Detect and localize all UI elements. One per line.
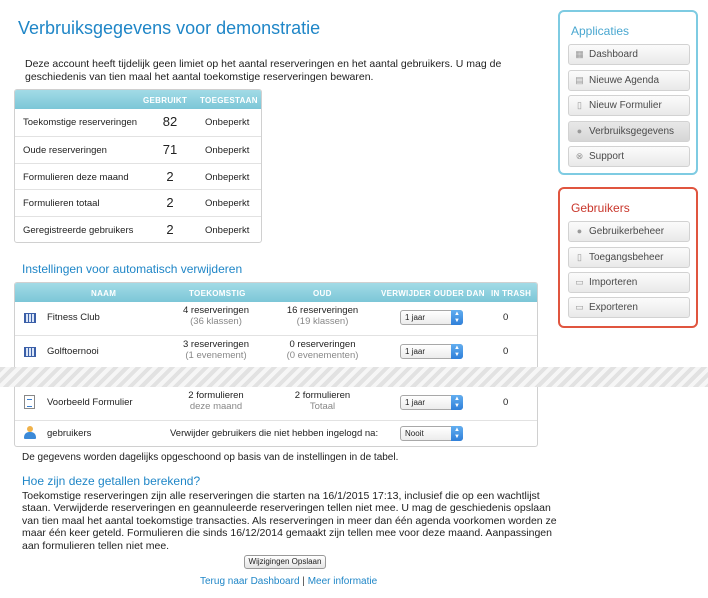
calendar-icon: [24, 313, 36, 323]
table-row: [15, 216, 261, 243]
header-trash: IN TRASH: [491, 289, 532, 298]
sidebar-item-new-form[interactable]: [568, 95, 690, 116]
auto-delete-table-continued: [14, 387, 538, 447]
header-name: NAAM: [91, 289, 117, 298]
trash-count: 0: [503, 312, 509, 323]
more-info-link[interactable]: Meer informatie: [307, 576, 378, 587]
sidebar-item-label: Support: [589, 151, 625, 162]
older-than-select[interactable]: [400, 395, 463, 410]
header-used: GEBRUIKT: [143, 96, 188, 105]
cleanup-note: De gegevens worden dagelijks opgeschoond op basis van de instellingen in de tabel.: [22, 452, 399, 463]
usage-used: 2: [166, 195, 174, 211]
users-delete-select[interactable]: [400, 426, 463, 441]
sidebar-item-label: Verbruiksgegevens: [589, 126, 675, 137]
sidebar-item-user-management[interactable]: [568, 221, 690, 242]
agenda-name: Golftoernooi: [47, 346, 99, 357]
table-break: [0, 367, 708, 387]
old-cell: [265, 339, 380, 361]
select-value: 1 jaar: [405, 398, 426, 407]
future-count: 4 reserveringen: [182, 305, 249, 316]
sidebar-item-dashboard[interactable]: [568, 44, 690, 65]
usage-label: Formulieren deze maand: [23, 171, 129, 183]
sidebar-item-import[interactable]: [568, 272, 690, 293]
key-icon: ▯: [577, 252, 582, 262]
table-row: [15, 420, 537, 446]
select-arrows-icon: ▲ ▼: [451, 310, 463, 325]
users-panel: [558, 187, 698, 328]
usage-allowed: Onbeperkt: [205, 144, 250, 156]
sidebar-item-new-agenda[interactable]: [568, 70, 690, 91]
usage-label: Formulieren totaal: [23, 198, 100, 210]
sidebar-item-support[interactable]: [568, 146, 690, 167]
table-row: [15, 387, 537, 420]
older-than-select[interactable]: [400, 344, 463, 359]
older-than-select[interactable]: [400, 310, 463, 325]
old-count: 0 reserveringen: [289, 339, 356, 350]
form-icon: [24, 395, 35, 409]
usage-table-header: [15, 90, 261, 109]
table-row: [15, 163, 261, 190]
form-name: Voorbeeld Formulier: [47, 397, 133, 408]
table-row: [15, 302, 537, 335]
select-arrows-icon: ▲ ▼: [451, 395, 463, 410]
sidebar-item-label: Toegangsbeheer: [589, 252, 664, 263]
old-sub: Totaal: [309, 401, 336, 412]
export-icon: ▭: [575, 302, 584, 312]
sidebar-item-label: Gebruikerbeheer: [589, 226, 665, 237]
future-sub: (36 klassen): [190, 316, 242, 327]
how-heading: Hoe zijn deze getallen berekend?: [22, 474, 201, 488]
user-icon: ●: [576, 226, 583, 236]
table-row: [15, 335, 537, 367]
user-icon: [24, 426, 36, 440]
future-cell: [160, 339, 272, 361]
select-arrows-icon: ▲ ▼: [451, 344, 463, 359]
auto-delete-table: [14, 282, 538, 367]
form-icon: ▯: [577, 100, 582, 110]
select-arrows-icon: ▲ ▼: [451, 426, 463, 441]
footer-links: [200, 576, 377, 587]
future-cell: [160, 390, 272, 412]
header-allowed: TOEGESTAAN: [200, 96, 258, 105]
old-cell: [265, 390, 380, 412]
agenda-name: Fitness Club: [47, 312, 100, 323]
users-title: Gebruikers: [571, 201, 630, 215]
sidebar-item-label: Dashboard: [589, 49, 638, 60]
old-cell: [265, 305, 380, 327]
future-sub: deze maand: [189, 401, 243, 412]
future-sub: (1 evenement): [185, 350, 247, 361]
table-row: [15, 189, 261, 216]
usage-label: Toekomstige reserveringen: [23, 117, 138, 128]
usage-allowed: Onbeperkt: [205, 225, 250, 237]
old-count: 16 reserveringen: [286, 305, 359, 316]
applications-panel: [558, 10, 698, 175]
sidebar-item-label: Importeren: [589, 277, 638, 288]
calendar-icon: [24, 347, 36, 357]
intro-text: Deze account heeft tijdelijk geen limiet op het aantal reserveringen en het aantal gebruikers. U mag de geschiedenis van tien maal het aantal toekomstige reserveringen bewaren.: [25, 58, 502, 83]
auto-delete-heading: Instellingen voor automatisch verwijderen: [22, 262, 243, 276]
table-row: [15, 109, 261, 136]
usage-allowed: Onbeperkt: [205, 117, 250, 128]
page-title: Verbruiksgegevens voor demonstratie: [18, 18, 321, 38]
info-icon: ●: [576, 126, 583, 136]
future-count: 3 reserveringen: [182, 339, 249, 350]
trash-count: 0: [503, 346, 509, 357]
auto-delete-header: [15, 283, 537, 302]
sidebar-item-usage[interactable]: [568, 121, 690, 142]
usage-used: 2: [166, 222, 174, 238]
old-sub: (19 klassen): [296, 316, 349, 327]
future-count: 2 formulieren: [188, 390, 244, 401]
trash-count: 0: [503, 397, 509, 408]
how-text: Toekomstige reserveringen zijn alle reserveringen die starten na 16/1/2015 17:13, inclusief die op een wachtlijst staan. Verwijderde reserveringen en geannuleerde reserveringen tellen niet mee. U mag de geschiedenis opslaan van tien maal het aantal toekomstige transacties. Als reserveringen in meer dan één agenda voorkomen worden ze maar één keer geteld. Formulieren die sinds 16/12/2014 gemaakt zijn tellen mee voor deze maand. Aanpassingen aan formulieren tellen niet mee.: [22, 490, 557, 552]
sidebar-item-export[interactable]: [568, 297, 690, 318]
old-count: 2 formulieren: [294, 390, 351, 401]
select-value: 1 jaar: [405, 313, 426, 322]
sidebar-item-label: Exporteren: [589, 302, 638, 313]
dashboard-icon: ▦: [575, 49, 584, 59]
applications-title: Applicaties: [571, 24, 630, 38]
table-row: [15, 136, 261, 163]
users-delete-text: Verwijder gebruikers die niet hebben ingelogd na:: [170, 428, 379, 439]
select-value: 1 jaar: [405, 347, 426, 356]
sidebar-item-access-management[interactable]: [568, 247, 690, 268]
support-icon: ⊗: [575, 151, 584, 161]
calendar-icon: ▤: [575, 75, 584, 85]
footer-separator: |: [302, 576, 305, 587]
users-name: gebruikers: [47, 428, 92, 439]
usage-allowed: Onbeperkt: [205, 198, 250, 210]
usage-used: 82: [162, 114, 178, 129]
usage-used: 2: [166, 168, 174, 184]
old-sub: (0 evenementen): [286, 350, 359, 361]
sidebar-item-label: Nieuw Formulier: [589, 100, 662, 111]
header-old: OUD: [313, 289, 332, 298]
usage-allowed: Onbeperkt: [205, 171, 250, 183]
select-value: Nooit: [405, 429, 424, 438]
import-icon: ▭: [575, 277, 584, 287]
usage-table: [14, 89, 262, 243]
back-to-dashboard-link[interactable]: Terug naar Dashboard: [200, 576, 300, 587]
save-button[interactable]: Wijzigingen Opslaan: [244, 555, 326, 569]
usage-label: Geregistreerde gebruikers: [23, 225, 134, 237]
usage-used: 71: [162, 141, 178, 157]
header-future: TOEKOMSTIG: [189, 289, 246, 298]
future-cell: [160, 305, 272, 327]
header-older-than: VERWIJDER OUDER DAN: [381, 289, 485, 298]
usage-label: Oude reserveringen: [23, 144, 107, 156]
sidebar-item-label: Nieuwe Agenda: [589, 75, 660, 86]
